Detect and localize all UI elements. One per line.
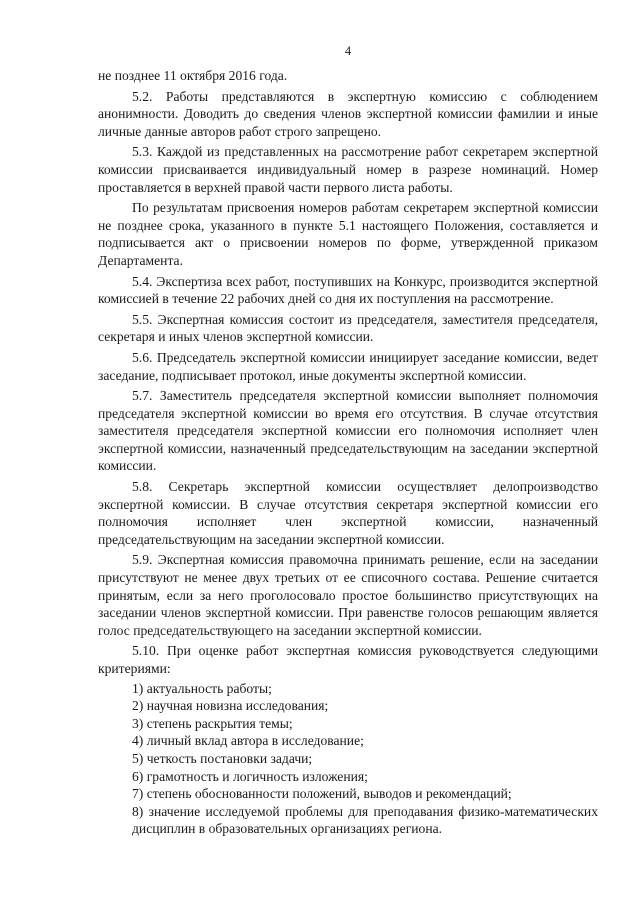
page-number: 4: [344, 44, 352, 58]
paragraph-5-9: 5.9. Экспертная комиссия правомочна принимать решение, если на заседании присутствуют не менее двух третьих от ее списочного состава. Решение считается принятым, если за него проголосовало простое большинство присутствующих на заседании членов экспертной комиссии. При равенстве голосов решающим является голос председательствующего на заседании экспертной комиссии.: [98, 552, 598, 638]
criteria-item: 5) четкость постановки задачи;: [132, 750, 313, 766]
paragraph-5-6: 5.6. Председатель экспертной комиссии инициирует заседание комиссии, ведет заседание, подписывает протокол, иные документы экспертной комиссии.: [98, 349, 598, 383]
document-body: [98, 67, 598, 838]
paragraph-5-3: 5.3. Каждой из представленных на рассмотрение работ секретарем экспертной комиссии присваивается индивидуальный номер в разрезе номинаций. Номер проставляется в верхней правой части первого листа работы.: [98, 144, 598, 195]
paragraph-5-7: 5.7. Заместитель председателя экспертной комиссии выполняет полномочия председателя экспертной комиссии во время его отсутствия. В случае отсутствия заместителя председателя экспертной комиссии его полномочия исполняет член экспертной комиссии, назначенный председательствующим на заседании экспертной комиссии.: [98, 388, 598, 474]
criteria-item: 4) личный вклад автора в исследование;: [132, 733, 364, 749]
paragraph-numbering-act: По результатам присвоения номеров работам секретарем экспертной комиссии не позднее срока, указанного в пункте 5.1 настоящего Положения, составляется и подписывается акт о присвоении номеров по форме, утвержденной приказом Департамента.: [98, 200, 598, 268]
criteria-item: 2) научная новизна исследования;: [132, 698, 329, 714]
paragraph-5-8: 5.8. Секретарь экспертной комиссии осуществляет делопроизводство экспертной комиссии. В случае отсутствия секретаря экспертной комиссии его полномочия исполняет член экспертной комиссии, назначенный председательствующим на заседании экспертной комиссии.: [98, 479, 598, 547]
criteria-item: 3) степень раскрытия темы;: [132, 715, 293, 731]
criteria-item: 7) степень обоснованности положений, выводов и рекомендаций;: [132, 786, 512, 802]
criteria-item: 1) актуальность работы;: [132, 680, 272, 696]
paragraph-5-4: 5.4. Экспертиза всех работ, поступивших на Конкурс, производится экспертной комиссией в течение 22 рабочих дней со дня их поступления на рассмотрение.: [98, 273, 598, 307]
paragraph-continuation: не позднее 11 октября 2016 года.: [98, 68, 288, 83]
paragraph-5-10: 5.10. При оценке работ экспертная комиссия руководствуется следующими критериями:: [98, 643, 598, 676]
paragraph-5-5: 5.5. Экспертная комиссия состоит из председателя, заместителя председателя, секретаря и иных членов экспертной комиссии.: [98, 311, 598, 345]
paragraph-5-2: 5.2. Работы представляются в экспертную комиссию с соблюдением анонимности. Доводить до сведения членов экспертной комиссии фамилии и иные личные данные авторов работ строго запрещено.: [98, 88, 598, 139]
criteria-item: 6) грамотность и логичность изложения;: [132, 768, 368, 784]
criteria-list: [98, 680, 598, 838]
criteria-item: 8) значение исследуемой проблемы для преподавания физико-математических дисциплин в образовательных организациях региона.: [132, 803, 598, 837]
